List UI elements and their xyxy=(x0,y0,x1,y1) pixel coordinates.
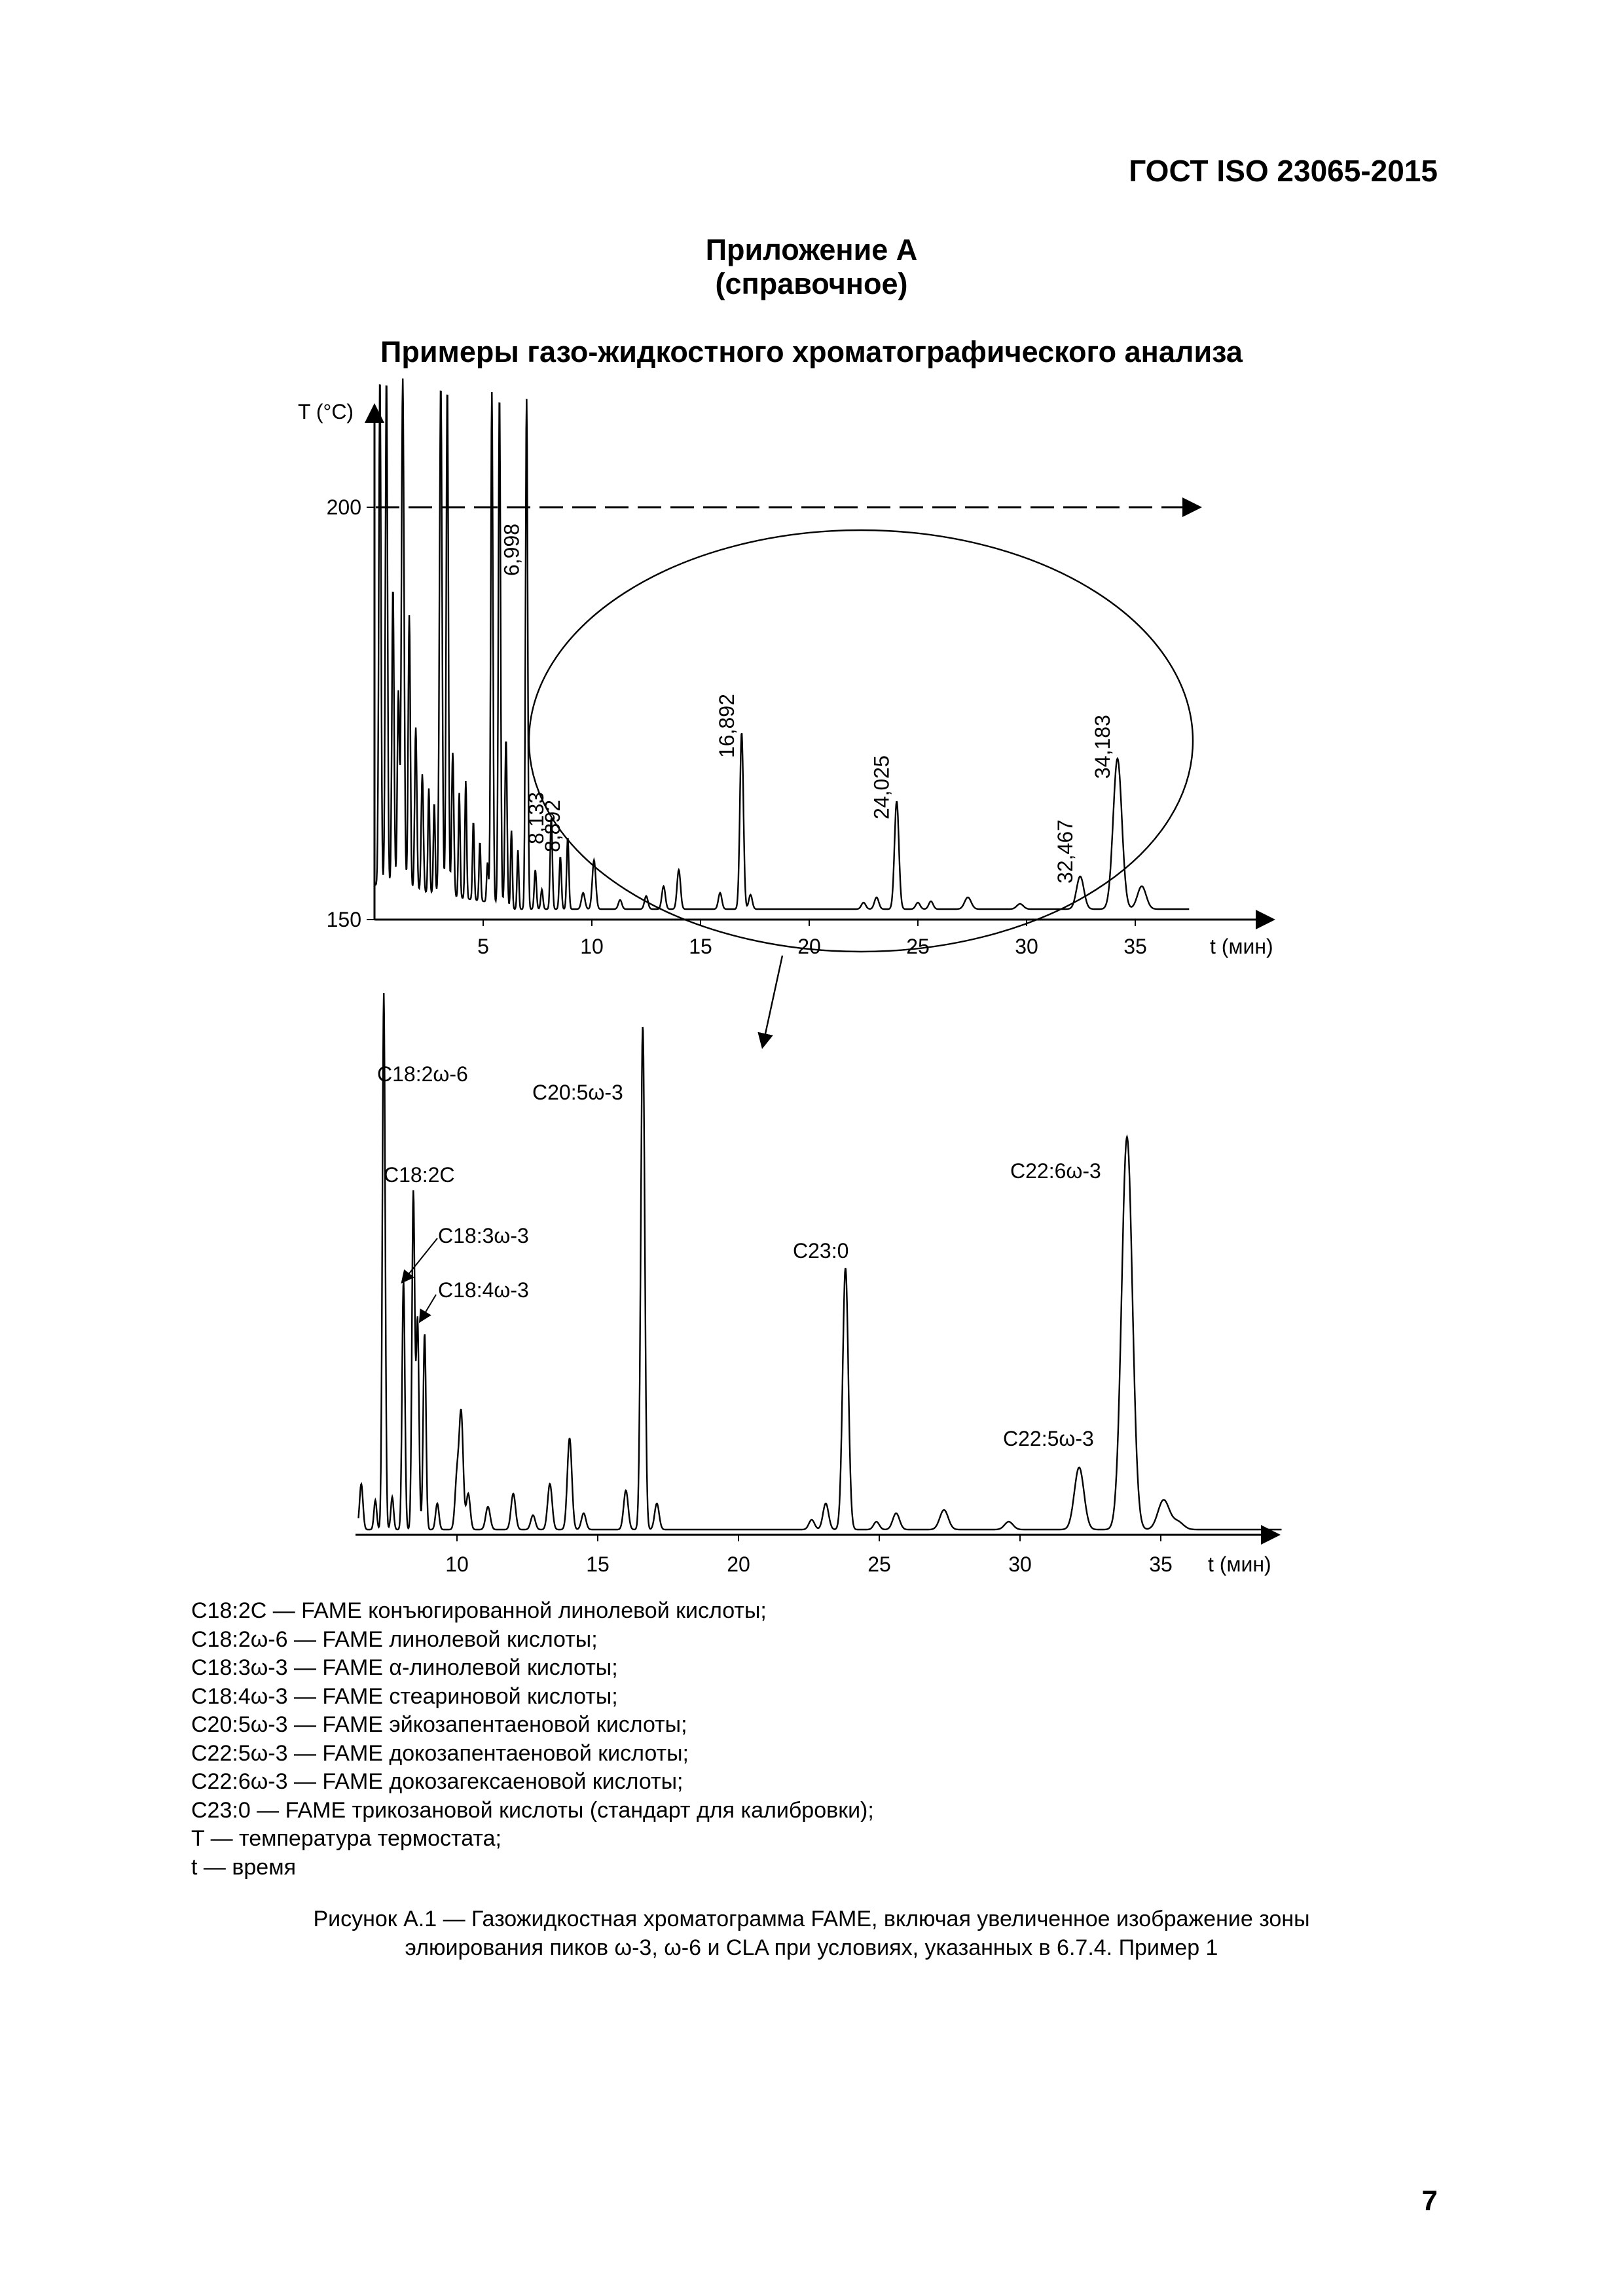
zoom-arrow xyxy=(763,956,782,1046)
peak-name-label: C18:2ω-6 xyxy=(377,1062,468,1086)
legend-item: C18:2C — FAME конъюгированной линолевой кислоты; xyxy=(191,1598,767,1623)
legend-item: C20:5ω-3 — FAME эйкозапентаеновой кислоты; xyxy=(191,1712,687,1737)
y-tick-label: 200 xyxy=(326,495,361,519)
x-tick-label: 30 xyxy=(1015,935,1038,958)
peak-rt-label: 8,892 xyxy=(541,799,565,852)
peak-rt-label: 8,133 xyxy=(524,791,549,844)
page-number: 7 xyxy=(1421,2185,1438,2217)
peak-name-label: C22:5ω-3 xyxy=(1003,1427,1094,1450)
legend-item: C22:5ω-3 — FAME докозапентаеновой кислоты; xyxy=(191,1740,689,1766)
legend-item: T — температура термостата; xyxy=(191,1826,501,1851)
legend-block xyxy=(191,1597,874,1882)
x-tick-label: 25 xyxy=(906,935,930,958)
legend-item: C18:3ω-3 — FAME α-линолевой кислоты; xyxy=(191,1655,618,1680)
y-tick-label: 150 xyxy=(326,908,361,931)
y-axis-label: T (°C) xyxy=(298,400,354,423)
caption-line-2: элюирования пиков ω-3, ω-6 и CLA при условиях, указанных в 6.7.4. Пример 1 xyxy=(405,1935,1218,1960)
label-pointer xyxy=(403,1238,437,1282)
peak-rt-label: 6,998 xyxy=(500,523,524,576)
peak-name-label: C18:3ω-3 xyxy=(438,1224,529,1247)
x-tick-label: 20 xyxy=(727,1552,750,1576)
section-title: Примеры газо-жидкостного хроматографического анализа xyxy=(380,335,1243,368)
peak-rt-label: 32,467 xyxy=(1053,819,1077,884)
peak-rt-label: 34,183 xyxy=(1090,715,1114,779)
zoom-chart xyxy=(356,993,1282,1576)
peak-name-label: C20:5ω-3 xyxy=(532,1081,623,1104)
x-tick-label: 5 xyxy=(477,935,489,958)
x-tick-label: 10 xyxy=(580,935,604,958)
figure-caption xyxy=(0,1905,1623,1962)
x-tick-label: 35 xyxy=(1149,1552,1173,1576)
x-tick-label: 35 xyxy=(1123,935,1147,958)
annex-title: Приложение А xyxy=(705,233,918,266)
x-axis-label: t (мин) xyxy=(1208,1552,1271,1576)
label-pointer xyxy=(420,1295,436,1321)
legend-item: C18:2ω-6 — FAME линолевой кислоты; xyxy=(191,1626,598,1652)
legend-item: C18:4ω-3 — FAME стеариновой кислоты; xyxy=(191,1683,618,1709)
peak-rt-label: 24,025 xyxy=(869,755,894,819)
legend-item: C23:0 — FAME трикозановой кислоты (стандарт для калибровки); xyxy=(191,1797,874,1823)
x-tick-label: 30 xyxy=(1008,1552,1032,1576)
peak-name-label: C18:2C xyxy=(384,1163,455,1187)
x-axis-label: t (мин) xyxy=(1210,935,1273,958)
x-tick-label: 20 xyxy=(797,935,821,958)
peak-name-label: C18:4ω-3 xyxy=(438,1278,529,1302)
legend-item: t — время xyxy=(191,1854,297,1880)
x-tick-label: 15 xyxy=(689,935,712,958)
peak-name-label: C22:6ω-3 xyxy=(1010,1159,1101,1183)
annex-type: (справочное) xyxy=(715,267,908,300)
peak-rt-label: 16,892 xyxy=(714,694,739,758)
overview-chart xyxy=(298,378,1273,1046)
peak-name-label: C23:0 xyxy=(793,1239,849,1263)
caption-line-1: Рисунок А.1 — Газожидкостная хроматограмма FAME, включая увеличенное изображение зоны xyxy=(313,1907,1310,1931)
x-tick-label: 25 xyxy=(867,1552,891,1576)
x-tick-label: 15 xyxy=(586,1552,610,1576)
x-tick-label: 10 xyxy=(445,1552,469,1576)
legend-item: C22:6ω-3 — FAME докозагексаеновой кислоты; xyxy=(191,1769,684,1794)
document-header: ГОСТ ISO 23065-2015 xyxy=(1129,154,1438,188)
